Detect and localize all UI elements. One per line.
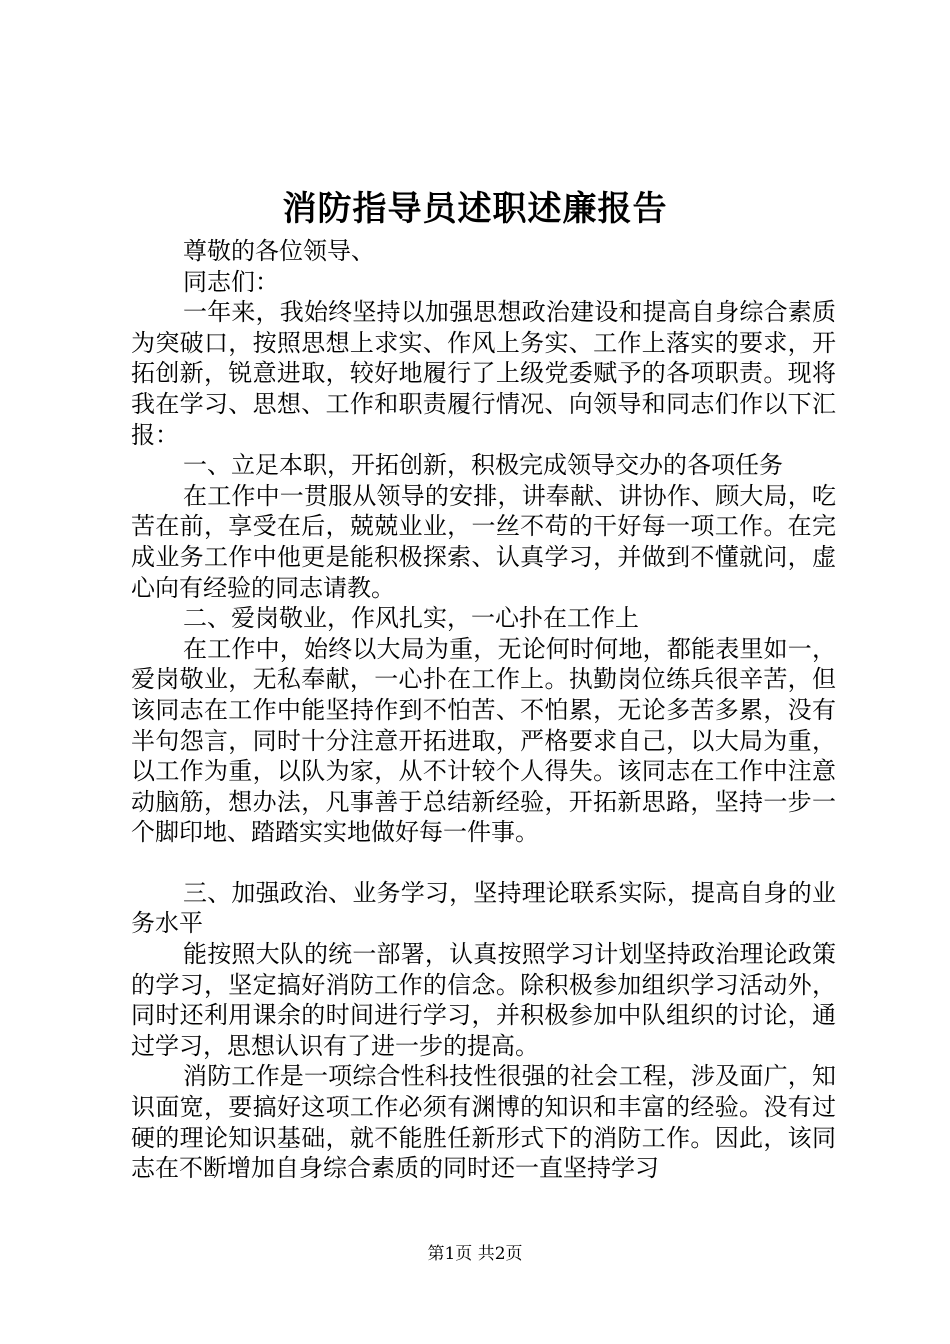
page-footer: 第1页 共2页 — [427, 1244, 523, 1264]
document-body — [131, 236, 836, 1184]
section-2-paragraph: 在工作中，始终以大局为重，无论何时何地，都能表里如一，爱岗敬业，无私奉献，一心扑在工作上。执勤岗位练兵很辛苦，但该同志在工作中能坚持作到不怕苦、不怕累，无论多苦多累，没有半句怨言，同时十分注意开拓进取，严格要求自己，以大局为重，以工作为重，以队为家，从不计较个人得失。该同志在工作中注意动脑筋，想办法，凡事善于总结新经验，开拓新思路，坚持一步一个脚印地、踏踏实实地做好每一件事。 — [131, 634, 836, 847]
document-title: 消防指导员述职述廉报告 — [282, 189, 668, 229]
section-1-paragraph: 在工作中一贯服从领导的安排，讲奉献、讲协作、顾大局，吃苦在前，享受在后，兢兢业业，一丝不苟的干好每一项工作。在完成业务工作中他更是能积极探索、认真学习，并做到不懂就问，虚心向有经验的同志请教。 — [131, 481, 836, 602]
section-3-paragraph-2: 消防工作是一项综合性科技性很强的社会工程，涉及面广，知识面宽，要搞好这项工作必须有渊博的知识和丰富的经验。没有过硬的理论知识基础，就不能胜任新形式下的消防工作。因此，该同志在不断增加自身综合素质的同时还一直坚持学习 — [131, 1062, 836, 1183]
salutation-line-2: 同志们： — [183, 267, 279, 296]
section-heading-2: 二、爱岗敬业，作风扎实，一心扑在工作上 — [183, 604, 639, 633]
section-3-paragraph-1: 能按照大队的统一部署，认真按照学习计划坚持政治理论政策的学习，坚定搞好消防工作的信念。除积极参加组织学习活动外，同时还利用课余的时间进行学习，并积极参加中队组织的讨论，通过学习，思想认识有了进一步的提高。 — [131, 940, 836, 1060]
intro-paragraph: 一年来，我始终坚持以加强思想政治建设和提高自身综合素质为突破口，按照思想上求实、作风上务实、工作上落实的要求，开拓创新，锐意进取，较好地履行了上级党委赋予的各项职责。现将我在学习、思想、工作和职责履行情况、向领导和同志们作以下汇报： — [131, 298, 836, 449]
section-heading-1: 一、立足本职，开拓创新，积极完成领导交办的各项任务 — [183, 451, 783, 480]
section-heading-3: 三、加强政治、业务学习，坚持理论联系实际，提高自身的业务水平 — [131, 878, 836, 938]
salutation-line-1: 尊敬的各位领导、 — [183, 237, 375, 265]
